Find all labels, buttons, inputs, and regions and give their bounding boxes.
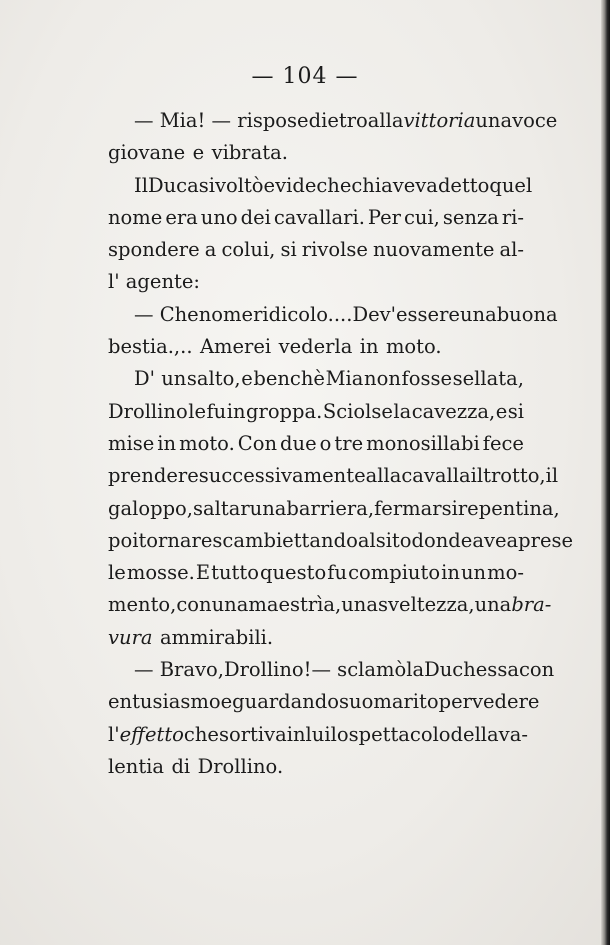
word: in	[286, 722, 306, 746]
word: — Che	[134, 302, 199, 326]
word: al	[357, 528, 376, 552]
page-number: — 104 —	[251, 64, 359, 89]
word: la	[393, 399, 412, 423]
word: tornare	[138, 528, 213, 552]
text-line	[108, 170, 533, 202]
word: dei	[240, 205, 271, 229]
word: una	[211, 593, 249, 617]
word: marito	[373, 690, 439, 714]
word: fu	[327, 561, 348, 585]
word: una	[459, 302, 497, 326]
word: donde	[411, 528, 473, 552]
word: sortiva	[218, 722, 287, 746]
text-line	[108, 557, 524, 589]
text-line	[108, 363, 524, 395]
word: e	[241, 367, 253, 391]
word: salto,	[186, 367, 241, 391]
word: alla	[367, 109, 404, 132]
word: benchè	[253, 367, 325, 391]
word: mento,	[108, 593, 177, 617]
page-edge	[601, 0, 610, 945]
word: dietro	[308, 109, 368, 132]
word: fermarsi	[374, 496, 458, 520]
word: detto	[437, 173, 490, 197]
word: Per	[367, 205, 401, 229]
italic-word: effetto	[119, 722, 184, 746]
word: — Mia! — rispose	[134, 109, 309, 132]
word: ammirabili.	[159, 625, 274, 649]
word: vedere	[471, 690, 540, 714]
word: Amerei	[199, 335, 272, 359]
word: tutto	[211, 561, 259, 585]
word: della	[450, 722, 499, 746]
text-line	[108, 299, 558, 331]
word: colui,	[221, 238, 276, 262]
word: Drollino.	[197, 754, 284, 778]
word: sito	[375, 528, 412, 552]
text-line	[108, 331, 524, 363]
word: che	[183, 722, 219, 746]
text-line	[108, 751, 524, 783]
italic-word: bra-	[511, 593, 552, 617]
word: e	[495, 399, 508, 423]
word: Il	[134, 173, 148, 197]
word: in	[441, 561, 460, 585]
word: era	[165, 205, 198, 229]
word: D' un	[134, 367, 187, 391]
word: la	[406, 658, 425, 682]
word: alla	[365, 464, 402, 488]
word: guardando	[232, 690, 340, 714]
word: lui	[305, 722, 331, 746]
word: si	[507, 399, 524, 423]
word: voce	[512, 109, 558, 132]
word: Duca	[147, 173, 199, 197]
word: moto.	[385, 335, 442, 359]
word: E	[195, 561, 211, 585]
word: rivolse	[301, 238, 368, 262]
word: spettacolo	[348, 722, 451, 746]
text-line	[108, 396, 524, 428]
word: fece	[482, 431, 524, 455]
text-line	[108, 654, 555, 686]
text-line	[108, 105, 558, 137]
word: sellata,	[452, 367, 524, 391]
word: bestia.,..	[108, 335, 193, 359]
word: vederla	[278, 335, 353, 359]
text-line	[108, 137, 524, 169]
word: per	[438, 690, 472, 714]
word: — sclamò	[311, 658, 407, 682]
text-line	[108, 460, 559, 492]
word: ridicolo....	[253, 302, 353, 326]
word: mo-	[487, 561, 524, 585]
word: le	[188, 399, 206, 423]
word: cavallari.	[273, 205, 365, 229]
text-line	[108, 525, 574, 557]
word: cavezza,	[411, 399, 496, 423]
word: in	[226, 399, 246, 423]
word: chi	[351, 173, 382, 197]
word: due	[280, 431, 317, 455]
word: e	[263, 173, 276, 197]
word: repentina,	[457, 496, 560, 520]
word: una	[341, 593, 378, 617]
word: Sciolse	[322, 399, 393, 423]
word: non	[364, 367, 401, 391]
word: successivamente	[198, 464, 366, 488]
word: questo	[260, 561, 327, 585]
word: con	[518, 658, 555, 682]
word: l'	[108, 722, 120, 746]
text-line	[108, 428, 524, 460]
word: monosillabi	[366, 431, 480, 455]
word: Drollino!	[223, 658, 312, 682]
word: il	[545, 464, 559, 488]
word: in	[157, 431, 177, 455]
italic-word: vittoria	[403, 109, 476, 132]
word: avea	[472, 528, 519, 552]
word: a	[204, 238, 217, 262]
word: giovane	[108, 141, 186, 165]
text-line	[108, 589, 552, 621]
word: scambiettando	[212, 528, 358, 552]
word: spondere	[108, 238, 200, 262]
word: cui,	[403, 205, 440, 229]
word: vibrata.	[211, 141, 288, 165]
word: quel	[489, 173, 533, 197]
text-line	[108, 234, 524, 266]
word: le	[108, 561, 126, 585]
word: — Bravo,	[134, 658, 224, 682]
word: ri-	[501, 205, 524, 229]
word: Drollino	[108, 399, 188, 423]
word: uno	[200, 205, 238, 229]
word: o	[319, 431, 332, 455]
word: voltò	[214, 173, 264, 197]
word: Mia	[325, 367, 364, 391]
word: l' agente:	[108, 270, 200, 294]
word: si	[198, 173, 215, 197]
text-line	[108, 202, 524, 234]
word: buona	[496, 302, 558, 326]
word: suo	[339, 690, 374, 714]
word: mosse.	[126, 561, 195, 585]
word: fu	[206, 399, 227, 423]
word: una	[475, 109, 513, 132]
word: sveltezza,	[378, 593, 475, 617]
word: Duchessa	[424, 658, 519, 682]
word: cavalla	[401, 464, 471, 488]
word: moto.	[179, 431, 235, 455]
word: fosse	[401, 367, 452, 391]
word: aveva	[381, 173, 438, 197]
word: entusiasmo	[108, 690, 221, 714]
text-line	[108, 719, 528, 751]
italic-word: vura	[108, 625, 153, 649]
word: barriera,	[286, 496, 375, 520]
word: si	[280, 238, 297, 262]
word: nome	[108, 205, 163, 229]
word: prendere	[108, 464, 199, 488]
text-line	[108, 266, 524, 298]
word: tre	[334, 431, 364, 455]
word: in	[359, 335, 379, 359]
word: vide	[275, 173, 317, 197]
word: e	[192, 141, 205, 165]
word: mise	[108, 431, 155, 455]
word: una	[474, 593, 512, 617]
word: che	[316, 173, 352, 197]
body-text	[108, 105, 574, 783]
word: una	[249, 496, 287, 520]
text-line	[108, 622, 524, 654]
word: un	[460, 561, 487, 585]
word: con	[176, 593, 212, 617]
word: lo	[330, 722, 349, 746]
word: Dev'essere	[352, 302, 460, 326]
word: maestrìa,	[248, 593, 342, 617]
word: trotto,	[483, 464, 546, 488]
word: prese	[518, 528, 574, 552]
word: al-	[499, 238, 524, 262]
word: va-	[498, 722, 528, 746]
word: lentia	[108, 754, 165, 778]
text-line	[108, 686, 540, 718]
word: nuovamente	[372, 238, 495, 262]
word: senza	[442, 205, 499, 229]
word: poi	[108, 528, 139, 552]
word: e	[220, 690, 233, 714]
word: il	[470, 464, 484, 488]
word: groppa.	[246, 399, 323, 423]
word: di	[171, 754, 191, 778]
word: Con	[237, 431, 278, 455]
text-line	[108, 493, 560, 525]
word: saltar	[193, 496, 250, 520]
word: galoppo,	[108, 496, 193, 520]
word: nome	[198, 302, 254, 326]
word: compiuto	[348, 561, 441, 585]
